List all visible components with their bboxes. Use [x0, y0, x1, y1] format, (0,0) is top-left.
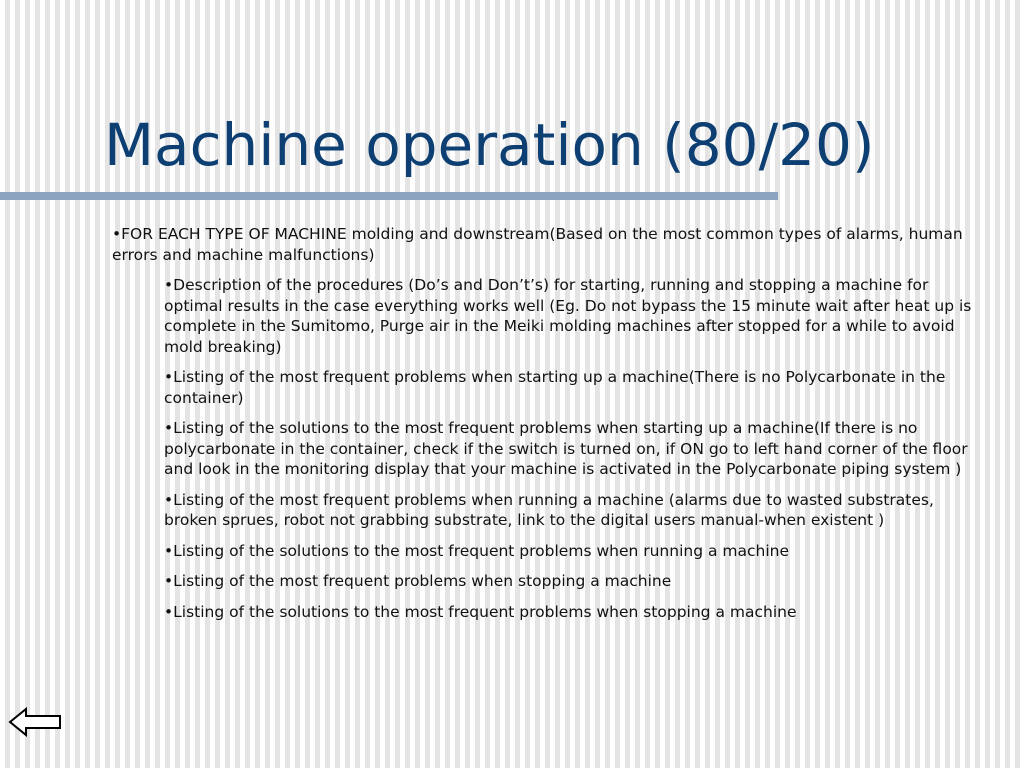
bullet-item-level2: •Listing of the solutions to the most frequent problems when stopping a machine	[164, 602, 797, 621]
bullet-item-level2: •Listing of the most frequent problems when stopping a machine	[164, 572, 672, 590]
back-arrow-icon	[7, 706, 63, 738]
bullet-list	[112, 224, 984, 632]
bullet-item-level2: •Listing of the most frequent problems when running a machine (alarms due to wasted substrates, broken sprues, robot not grabbing substrate, link to the digital users manual-when existent )	[164, 490, 934, 529]
bullet-item-level2: •Listing of the solutions to the most frequent problems when running a machine	[164, 541, 790, 560]
bullet-item-level2: •Listing of the solutions to the most frequent problems when starting up a machine(If there is no polycarbonate in the container, check if the switch is turned on, if ON go to left hand corner of the floor and look in the monitoring display that your machine is activated in the Polycarbonate piping system )	[164, 419, 968, 478]
bullet-item-level2: •Listing of the most frequent problems when starting up a machine(There is no Polycarbonate in the container)	[164, 368, 946, 407]
title-divider	[0, 192, 778, 200]
bullet-item-level1: •FOR EACH TYPE OF MACHINE molding and downstream(Based on the most common types of alarms, human errors and machine malfunctions)	[112, 225, 963, 264]
bullet-item-level2: •Description of the procedures (Do’s and Don’t’s) for starting, running and stopping a machine for optimal results in the case everything works well (Eg. Do not bypass the 15 minute wait after heat up is complete in the Sumitomo, Purge air in the Meiki molding machines after stopped for a while to avoid mold breaking)	[164, 276, 972, 356]
slide-title: Machine operation (80/20)	[104, 111, 875, 179]
back-button[interactable]	[7, 706, 63, 738]
